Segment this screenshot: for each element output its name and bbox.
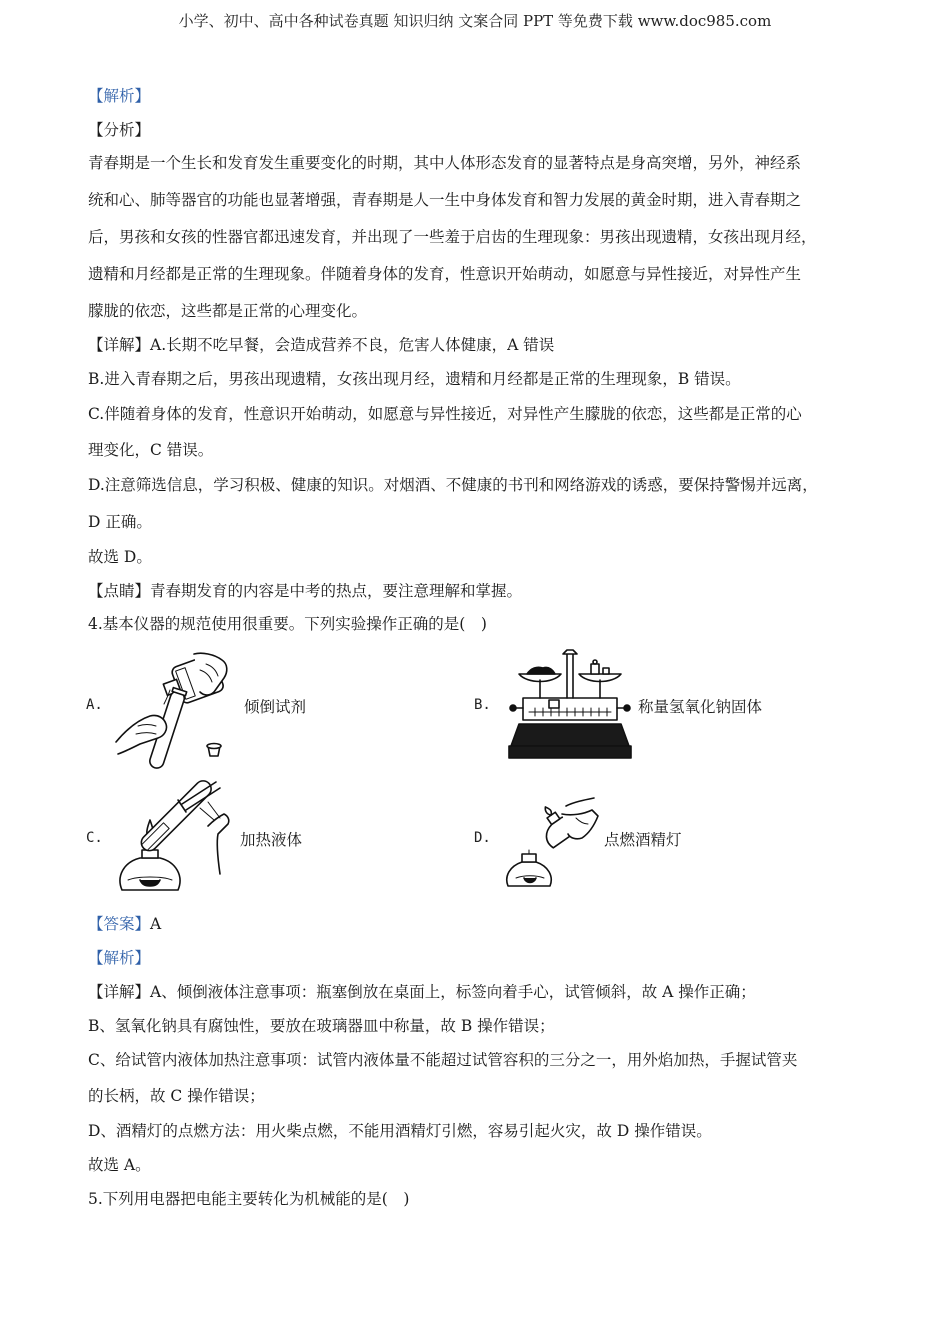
q4-conclusion: 故选 A。 — [88, 1156, 151, 1174]
q4-jiexi-tag: 【解析】 — [88, 949, 151, 967]
q3-jiexi-tag: 【解析】 — [88, 87, 151, 105]
q4-detail-tag: 【详解】 — [88, 983, 151, 1001]
q3-detail-line-3: C.伴随着身体的发育，性意识开始萌动，如愿意与异性接近，对异性产生朦胧的依恋，这些都是正常的心 — [88, 405, 802, 423]
q3-detail-tag: 【详解】 — [88, 336, 151, 354]
q4-detail-line-3: C、给试管内液体加热注意事项：试管内液体量不能超过试管容积的三分之一，用外焰加热，手握试管夹 — [88, 1051, 798, 1069]
q4-question: 4.基本仪器的规范使用很重要。下列实验操作正确的是( ) — [88, 615, 487, 633]
q3-detail-line-4: 理变化，C 错误。 — [88, 441, 214, 459]
q4-answer: A — [150, 915, 162, 933]
balance-scale-figure — [505, 646, 635, 764]
q5-question: 5.下列用电器把电能主要转化为机械能的是( ) — [88, 1190, 410, 1208]
heating-liquid-figure — [112, 780, 242, 896]
q3-conclusion: 故选 D。 — [88, 548, 152, 566]
q3-point-tag: 【点睛】 — [88, 582, 151, 600]
q4-detail-line-4: 的长柄，故 C 操作错误； — [88, 1087, 265, 1105]
q3-analysis-line-1: 青春期是一个生长和发育发生重要变化的时期，其中人体形态发育的显著特点是身高突增，另外，神经系 — [88, 154, 802, 172]
q3-analysis-line-5: 朦胧的依恋，这些都是正常的心理变化。 — [88, 302, 368, 320]
lighting-alcohol-lamp-figure — [502, 796, 602, 892]
page-header: 小学、初中、高中各种试卷真题 知识归纳 文案合同 PPT 等免费下载 www.doc985.com — [178, 12, 772, 30]
option-d-caption: 点燃酒精灯 — [604, 831, 682, 849]
q3-analysis-line-3: 后，男孩和女孩的性器官都迅速发育，并出现了一些羞于启齿的生理现象：男孩出现遗精，女孩出现月经， — [88, 228, 817, 246]
q4-detail-line-1: 【详解】A、倾倒液体注意事项：瓶塞倒放在桌面上，标签向着手心，试管倾斜，故 A 操作正确； — [88, 983, 756, 1001]
q4-detail-line-5: D、酒精灯的点燃方法：用火柴点燃，不能用酒精灯引燃，容易引起火灾，故 D 操作错误。 — [88, 1122, 712, 1140]
q3-detail-line-2: B.进入青春期之后，男孩出现遗精，女孩出现月经，遗精和月经都是正常的生理现象，B 错误。 — [88, 370, 741, 388]
option-c-letter: C. — [86, 830, 103, 846]
option-d-letter: D. — [474, 830, 491, 846]
option-b-letter: B. — [474, 697, 491, 713]
option-c-caption: 加热液体 — [240, 831, 303, 849]
q3-analysis-line-4: 遗精和月经都是正常的生理现象。伴随着身体的发育，性意识开始萌动，如愿意与异性接近，对异性产生 — [88, 265, 802, 283]
option-b-caption: 称量氢氧化钠固体 — [638, 698, 763, 716]
option-a-letter: A. — [86, 697, 103, 713]
option-a-caption: 倾倒试剂 — [244, 698, 307, 716]
q3-detail-line-1: 【详解】A.长期不吃早餐，会造成营养不良，危害人体健康，A 错误 — [88, 336, 555, 354]
q4-answer-tag: 【答案】 — [88, 915, 151, 933]
q3-analysis-line-2: 统和心、肺等器官的功能也显著增强，青春期是人一生中身体发育和智力发展的黄金时期，进入青春期之 — [88, 191, 802, 209]
q3-point-line: 【点睛】青春期发育的内容是中考的热点，要注意理解和掌握。 — [88, 582, 523, 600]
q3-detail-line-6: D 正确。 — [88, 513, 152, 531]
q3-fenxi-tag: 【分析】 — [88, 121, 151, 139]
q3-detail-line-5: D.注意筛选信息，学习积极、健康的知识。对烟酒、不健康的书刊和网络游戏的诱惑，要保持警惕并远离， — [88, 476, 818, 494]
q4-answer-line — [88, 912, 161, 934]
pouring-reagent-figure — [108, 650, 238, 782]
q4-detail-line-2: B、氢氧化钠具有腐蚀性，要放在玻璃器皿中称量，故 B 操作错误； — [88, 1017, 555, 1035]
